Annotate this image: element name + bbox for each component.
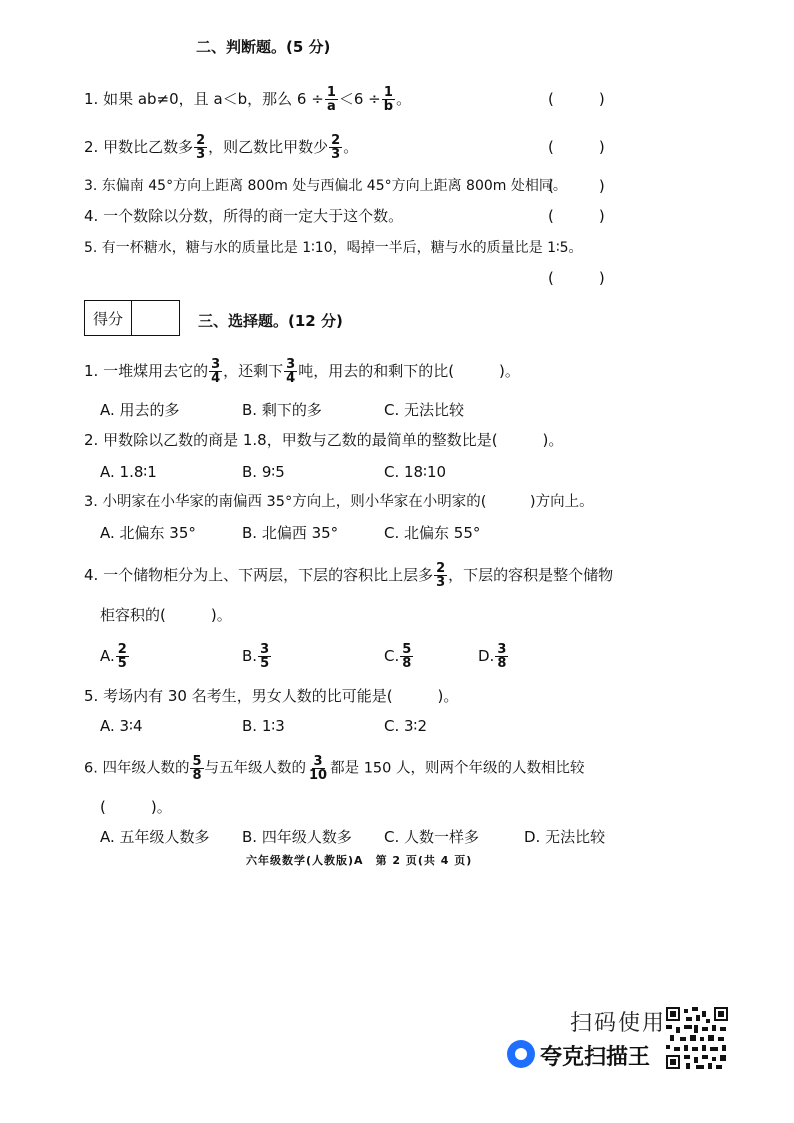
mc-question-6: 6. 四年级人数的 $\frac{5}{8}$ 与五年级人数的 $\frac{3}{10}$ 都是 150 人，则两个年级的人数相比较 — [84, 754, 585, 783]
mc-question-6-line2: ( )。 — [100, 798, 172, 816]
fraction: $\frac{2}{3}$ — [196, 133, 206, 162]
fraction: $\frac{2}{5}$ — [117, 642, 127, 671]
score-label: 得分 — [85, 301, 132, 335]
option-a[interactable]: A. 用去的多 — [100, 401, 180, 419]
option-c[interactable]: C. 3∶2 — [384, 717, 428, 735]
answer-paren-1[interactable]: ( ) — [548, 90, 605, 108]
option-a[interactable]: A. 五年级人数多 — [100, 828, 210, 846]
answer-paren-3[interactable]: ( ) — [548, 177, 605, 195]
tf-question-4: 4. 一个数除以分数，所得的商一定大于这个数。 — [84, 207, 404, 225]
mc-question-4: 4. 一个储物柜分为上、下两层，下层的容积比上层多 $\frac{2}{3}$ ，下层的容积是整个储物 — [84, 561, 614, 590]
option-c[interactable]: C. 北偏东 55° — [384, 524, 481, 542]
option-b[interactable]: B. 北偏西 35° — [242, 524, 339, 542]
fraction: $\frac{3}{5}$ — [260, 642, 270, 671]
quark-logo-icon — [507, 1040, 535, 1068]
tf-question-5: 5. 有一杯糖水，糖与水的质量比是 1∶10，喝掉一半后，糖与水的质量比是 1∶5。 — [84, 240, 583, 256]
answer-paren-4[interactable]: ( ) — [548, 207, 605, 225]
option-b[interactable]: B. 1∶3 — [242, 717, 285, 735]
option-d[interactable]: D. 无法比较 — [524, 828, 606, 846]
mc-question-1: 1. 一堆煤用去它的 $\frac{3}{4}$ ，还剩下 $\frac{3}{4}$ 吨，用去的和剩下的比( )。 — [84, 357, 520, 386]
fraction: $\frac{2}{3}$ — [331, 133, 341, 162]
scanner-brand-name: 夸克扫描王 — [540, 1045, 651, 1070]
qr-code-icon[interactable] — [666, 1007, 728, 1069]
section-title-true-false: 二、判断题。(5 分) — [196, 38, 331, 56]
scan-to-use-label: 扫码使用 — [570, 1011, 667, 1036]
fraction: $\frac{3}{4}$ — [211, 357, 221, 386]
mc-question-5: 5. 考场内有 30 名考生，男女人数的比可能是( )。 — [84, 687, 459, 705]
fraction: $\frac{1}{b}$ — [383, 85, 394, 114]
option-c[interactable]: C. 无法比较 — [384, 401, 465, 419]
option-a[interactable]: A. 1.8∶1 — [100, 463, 157, 481]
option-c[interactable]: C. 人数一样多 — [384, 828, 480, 846]
fraction: $\frac{2}{3}$ — [436, 561, 446, 590]
answer-paren-5[interactable]: ( ) — [548, 269, 605, 287]
option-c[interactable]: C. $\frac{5}{8}$ — [384, 642, 412, 671]
option-b[interactable]: B. 9∶5 — [242, 463, 285, 481]
option-a[interactable]: A. 北偏东 35° — [100, 524, 196, 542]
mc-question-4-line2: 柜容积的( )。 — [100, 606, 232, 624]
option-d[interactable]: D. $\frac{3}{8}$ — [478, 642, 507, 671]
fraction: $\frac{1}{a}$ — [326, 85, 336, 114]
option-a[interactable]: A. 3∶4 — [100, 717, 143, 735]
fraction: $\frac{5}{8}$ — [402, 642, 412, 671]
mc-question-2: 2. 甲数除以乙数的商是 1.8，甲数与乙数的最简单的整数比是( )。 — [84, 431, 564, 449]
tf-question-1: 1. 如果 ab≠0，且 a＜b，那么 6 ÷ $\frac{1}{a}$ ＜6 ÷ $\frac{1}{b}$ 。 — [84, 85, 412, 114]
fraction: $\frac{3}{8}$ — [497, 642, 507, 671]
option-b[interactable]: B. $\frac{3}{5}$ — [242, 642, 270, 671]
mc-question-3: 3. 小明家在小华家的南偏西 35°方向上，则小华家在小明家的( )方向上。 — [84, 494, 594, 510]
fraction: $\frac{3}{10}$ — [309, 754, 328, 783]
tf-question-2: 2. 甲数比乙数多 $\frac{2}{3}$ ，则乙数比甲数少 $\frac{2}{3}$ 。 — [84, 133, 359, 162]
score-box — [84, 300, 180, 336]
tf-question-3: 3. 东偏南 45°方向上距离 800m 处与西偏北 45°方向上距离 800m 处相同。 — [84, 178, 567, 194]
option-b[interactable]: B. 四年级人数多 — [242, 828, 352, 846]
option-a[interactable]: A. $\frac{2}{5}$ — [100, 642, 127, 671]
page-footer: 六年级数学(人教版)A 第 2 页(共 4 页) — [246, 854, 473, 867]
fraction: $\frac{3}{4}$ — [286, 357, 296, 386]
answer-paren-2[interactable]: ( ) — [548, 138, 605, 156]
score-field[interactable] — [132, 301, 179, 335]
option-b[interactable]: B. 剩下的多 — [242, 401, 322, 419]
option-c[interactable]: C. 18∶10 — [384, 463, 447, 481]
fraction: $\frac{5}{8}$ — [192, 754, 202, 783]
section-title-choice: 三、选择题。(12 分) — [198, 312, 343, 330]
